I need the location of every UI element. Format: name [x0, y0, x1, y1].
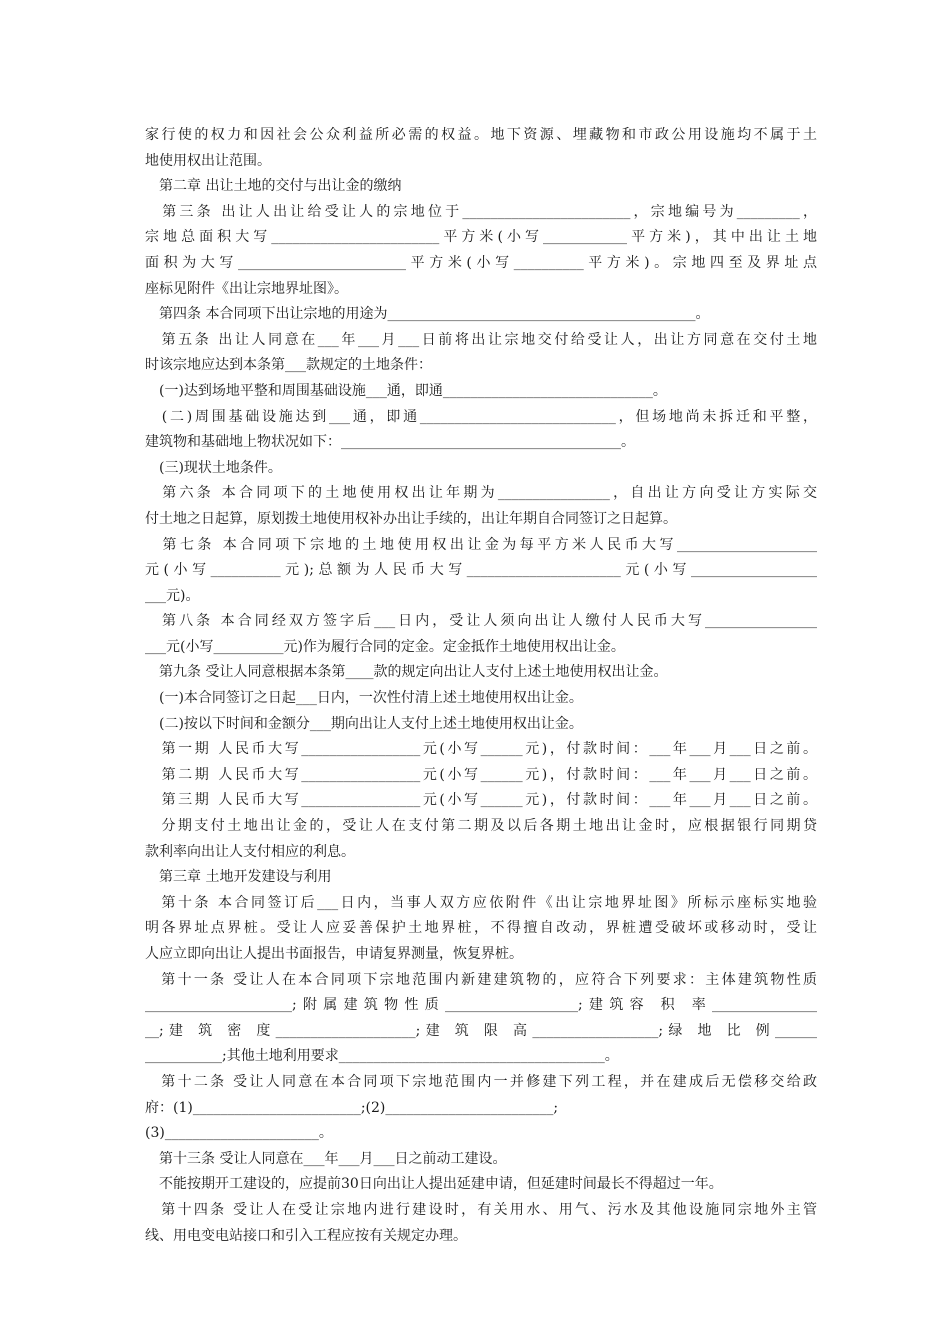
- text-line: 第十四条 受让人在受让宗地内进行建设时，有关用水、用气、污水及其他设施同宗地外主管: [145, 1201, 817, 1218]
- text-line: 款利率向出让人支付相应的利息。: [145, 843, 355, 860]
- text-line: (三)现状土地条件。: [145, 459, 282, 476]
- text-line: 地使用权出让范围。: [145, 152, 271, 169]
- text-line: _____________________;附属建筑物性质___________________;建筑容 积 率_______________: [145, 997, 817, 1014]
- text-line: 第三条 出让人出让给受让人的宗地位于________________________，宗地编号为_________，: [145, 203, 817, 220]
- contract-page: [145, 123, 817, 1249]
- text-line: 明各界址点界桩。受让人应妥善保护土地界桩，不得擅自改动，界桩遭受破坏或移动时，受让: [145, 920, 817, 937]
- text-line: 座标见附件《出让宗地界址图》。: [145, 280, 348, 297]
- text-line: (3)______________________。: [145, 1125, 333, 1142]
- text-line: 元(小写__________元);总额为人民币大写______________________元(小写__________________: [145, 562, 817, 579]
- text-line: 宗地总面积大写________________________平方米(小写____________平方米)，其中出让土地: [145, 229, 817, 246]
- text-line: 第十三条 受让人同意在___年___月___日之前动工建设。: [145, 1150, 507, 1167]
- text-line: __;建 筑 密 度____________________;建 筑 限 高__________________;绿 地 比 例______: [145, 1022, 817, 1039]
- text-line: 建筑物和基础地上物状况如下：________________________________________。: [145, 434, 635, 451]
- text-line: 不能按期开工建设的，应提前30日向出让人提出延建申请，但延建时间最长不得超过一年。: [145, 1176, 723, 1193]
- text-line: 第二章 出让土地的交付与出让金的缴纳: [145, 178, 402, 195]
- text-line: 人应立即向出让人提出书面报告，申请复界测量，恢复界桩。: [145, 946, 523, 962]
- text-line: (一)达到场地平整和周围基础设施___通，即通______________________________。: [145, 382, 667, 399]
- text-line: 第六条 本合同项下的土地使用权出让年期为________________，自出让方向受让方实际交: [145, 485, 817, 502]
- text-line: 第二期 人民币大写_________________元(小写______元)，付款时间：___年___月___日之前。: [145, 766, 817, 783]
- text-line: 线、用电变电站接口和引入工程应按有关规定办理。: [145, 1227, 467, 1244]
- text-line: 第十二条 受让人同意在本合同项下宗地范围内一并修建下列工程，并在建成后无偿移交给政: [145, 1073, 817, 1090]
- text-line: 第九条 受让人同意根据本条第____款的规定向出让人支付上述土地使用权出让金。: [145, 664, 668, 681]
- text-line: 面积为大写________________________平方米(小写__________平方米)。宗地四至及界址点: [145, 254, 817, 271]
- text-line: 第四条 本合同项下出让宗地的用途为____________________________________________。: [145, 306, 710, 323]
- text-line: 第七条 本合同项下宗地的土地使用权出让金为每平方米人民币大写____________________: [145, 536, 817, 553]
- text-line: 第五条 出让人同意在___年___月___日前将出让宗地交付给受让人，出让方同意在交付土地: [145, 331, 817, 348]
- text-line: ___元)。: [145, 587, 200, 604]
- text-line: (二)按以下时间和金额分___期向出让人支付上述土地使用权出让金。: [145, 715, 583, 732]
- text-line: 第三章 土地开发建设与利用: [145, 869, 332, 886]
- text-line: 家行使的权力和因社会公众利益所必需的权益。地下资源、埋藏物和市政公用设施均不属于土: [145, 127, 817, 143]
- text-line: 付土地之日起算，原划拨土地使用权补办出让手续的，出让年期自合同签订之日起算。: [145, 510, 677, 527]
- text-line: 时该宗地应达到本条第___款规定的土地条件：: [145, 357, 432, 374]
- text-line: 分期支付土地出让金的，受让人在支付第二期及以后各期土地出让金时，应根据银行同期贷: [145, 818, 817, 835]
- text-line: (二)周围基础设施达到___通，即通____________________________，但场地尚未拆迁和平整，: [145, 408, 817, 425]
- text-line: 第十条 本合同签订后___日内，当事人双方应依附件《出让宗地界址图》所标示座标实地验: [145, 894, 817, 911]
- text-line: 第十一条 受让人在本合同项下宗地范围内新建建筑物的，应符合下列要求：主体建筑物性质: [145, 971, 817, 988]
- text-line: ___________;其他土地利用要求______________________________________。: [145, 1048, 619, 1065]
- text-line: 第一期 人民币大写_________________元(小写______元)，付款时间：___年___月___日之前。: [145, 741, 817, 758]
- text-line: 第八条 本合同经双方签字后___日内，受让人须向出让人缴付人民币大写________________: [145, 613, 817, 630]
- text-line: (一)本合同签订之日起___日内，一次性付清上述土地使用权出让金。: [145, 690, 583, 707]
- text-line: ___元(小写__________元)作为履行合同的定金。定金抵作土地使用权出让金。: [145, 638, 625, 655]
- text-line: 府：(1)________________________;(2)________________________;: [145, 1099, 559, 1116]
- text-line: 第三期 人民币大写_________________元(小写______元)，付款时间：___年___月___日之前。: [145, 792, 817, 809]
